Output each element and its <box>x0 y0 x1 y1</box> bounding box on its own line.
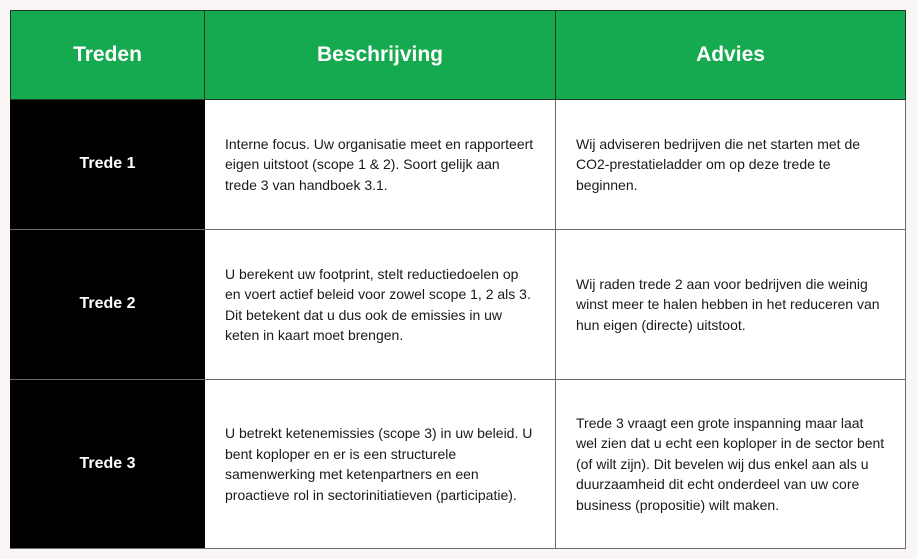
advies-cell: Trede 3 vraagt een grote inspanning maar laat wel zien dat u echt een koploper in de sector bent (of wilt zijn). Dit bevelen wij dus enkel aan als u duurzaamheid dit echt onderdeel van uw core business (propositie) wilt maken. <box>556 380 906 549</box>
beschrijving-cell: U berekent uw footprint, stelt reductiedoelen op en voert actief beleid voor zowel scope 1, 2 als 3. Dit betekent dat u dus ook de emissies in uw keten in kaart moet brengen. <box>205 230 556 380</box>
advies-cell: Wij adviseren bedrijven die net starten met de CO2-prestatieladder om op deze trede te beginnen. <box>556 100 906 230</box>
table-row-trede-1 <box>11 100 906 230</box>
table-row-trede-3 <box>11 380 906 549</box>
trede-label: Trede 1 <box>11 100 205 230</box>
beschrijving-cell: U betrekt ketenemissies (scope 3) in uw beleid. U bent koploper en er is een structurele samenwerking met ketenpartners en een proactieve rol in sectorinitiatieven (participatie). <box>205 380 556 549</box>
header-treden: Treden <box>11 11 205 100</box>
header-advies: Advies <box>556 11 906 100</box>
treden-table-container <box>10 10 905 549</box>
trede-label: Trede 2 <box>11 230 205 380</box>
advies-cell: Wij raden trede 2 aan voor bedrijven die weinig winst meer te halen hebben in het reduceren van hun eigen (directe) uitstoot. <box>556 230 906 380</box>
table-header <box>11 11 906 100</box>
header-row <box>11 11 906 100</box>
beschrijving-cell: Interne focus. Uw organisatie meet en rapporteert eigen uitstoot (scope 1 & 2). Soort gelijk aan trede 3 van handboek 3.1. <box>205 100 556 230</box>
header-beschrijving: Beschrijving <box>205 11 556 100</box>
trede-label: Trede 3 <box>11 380 205 549</box>
table-body <box>11 100 906 549</box>
treden-table <box>10 10 906 549</box>
table-row-trede-2 <box>11 230 906 380</box>
